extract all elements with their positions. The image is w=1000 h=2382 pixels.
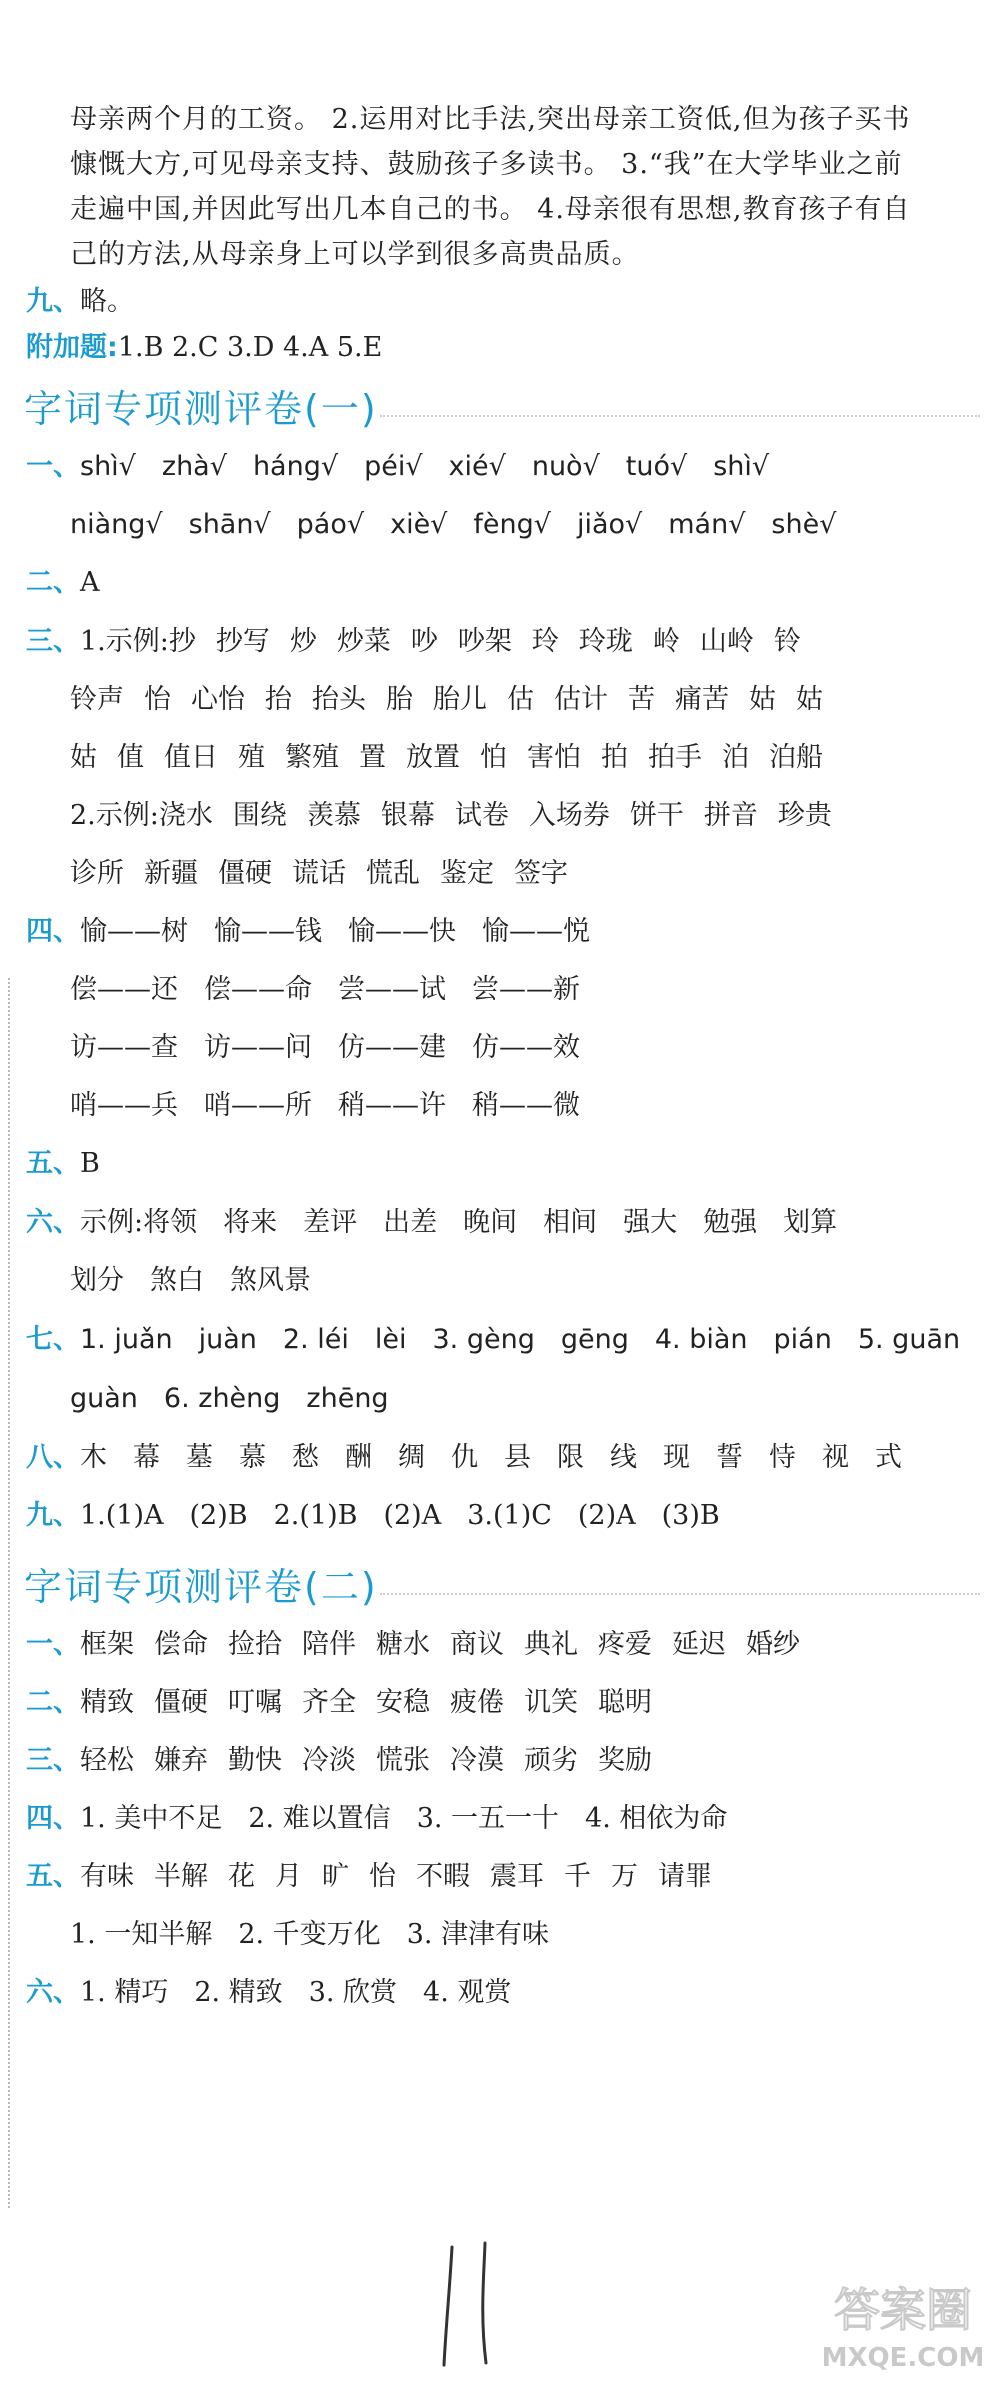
answer-item: 哨——兵	[70, 1090, 178, 1121]
section-label: 九、	[26, 1500, 80, 1531]
item-list	[80, 1977, 537, 2008]
item-list	[70, 1032, 606, 1063]
answer-item: 玲	[531, 626, 559, 657]
t1-s7-row1	[26, 1320, 986, 1360]
section-label: 九、	[26, 286, 80, 317]
item-list	[70, 742, 843, 773]
answer-item: 框架	[80, 1629, 134, 1660]
item-list	[80, 626, 821, 657]
answer-item: 商议	[450, 1629, 504, 1660]
answer-item: 疲倦	[450, 1687, 504, 1718]
answer-item: 哨——所	[204, 1090, 312, 1121]
answer-item: 僵硬	[154, 1687, 208, 1718]
answer-item: 抄写	[215, 626, 270, 657]
answer-item: 1. 精巧	[80, 1977, 169, 2008]
answer-item: 2.示例:浇水	[70, 800, 213, 831]
answer-text: 略。	[80, 286, 134, 317]
intro-line-2: 慷慨大方,可见母亲支持、鼓励孩子多读书。 3.“我”在大学毕业之前	[70, 149, 903, 180]
t2-s4	[26, 1799, 986, 1839]
section-label: 六、	[26, 1977, 80, 2008]
item-list	[70, 1919, 575, 1950]
answer-item: 4. biàn	[654, 1324, 748, 1355]
answer-item: 1. 美中不足	[80, 1803, 223, 1834]
section-label: 四、	[26, 1803, 80, 1834]
answer-item: zhà√	[161, 451, 227, 482]
answer-item: 花	[228, 1861, 255, 1892]
t2-s6	[26, 1973, 986, 2013]
answer-item: 铃声	[70, 684, 124, 715]
t2-s1	[26, 1625, 986, 1665]
answer-item: 疼爱	[598, 1629, 652, 1660]
answer-item: 访——问	[204, 1032, 312, 1063]
answer-item: 饼干	[629, 800, 684, 831]
answer-item: 僵硬	[218, 858, 272, 889]
answer-item: 木	[80, 1442, 107, 1473]
answer-item: 访——查	[70, 1032, 178, 1063]
answer-item: tuó√	[625, 451, 688, 482]
answer-item: 限	[557, 1442, 584, 1473]
t1-s6-row2	[70, 1261, 986, 1301]
answer-item: 苦	[628, 684, 655, 715]
t1-s9	[26, 1496, 986, 1536]
answer-item: 煞白	[150, 1265, 204, 1296]
answer-item: 3.(1)C	[467, 1500, 552, 1531]
answer-item: péi√	[364, 451, 423, 482]
answer-item: 愁	[292, 1442, 319, 1473]
answer-item: páo√	[296, 509, 365, 540]
answer-item: 胎儿	[433, 684, 487, 715]
item-list	[80, 451, 795, 482]
answer-item: 绸	[398, 1442, 425, 1473]
watermark-url: MXQE.COM	[821, 2343, 985, 2373]
section-label: 五、	[26, 1148, 80, 1179]
answer-item: (3)B	[661, 1500, 720, 1531]
answer-item: 县	[504, 1442, 531, 1473]
answer-item: 愉——悦	[482, 916, 590, 947]
intro-line-4: 己的方法,从母亲身上可以学到很多高贵品质。	[70, 239, 640, 270]
answer-item: 勤快	[228, 1745, 282, 1776]
answer-item: 试卷	[454, 800, 509, 831]
answer-item: 万	[611, 1861, 638, 1892]
answer-item: xiè√	[390, 509, 448, 540]
t1-s3-row2	[70, 680, 986, 720]
answer-item: 现	[663, 1442, 690, 1473]
answer-item: 仿——效	[472, 1032, 580, 1063]
answer-item: 玲珑	[578, 626, 633, 657]
answer-item: 幕	[133, 1442, 160, 1473]
answer-item: 延迟	[672, 1629, 726, 1660]
answer-item: 煞风景	[230, 1265, 311, 1296]
answer-item: 铃	[773, 626, 801, 657]
answer-item: 4. 观赏	[423, 1977, 512, 2008]
t1-s5	[26, 1144, 986, 1184]
answer-item: shì√	[713, 451, 770, 482]
answer-item: mán√	[668, 509, 746, 540]
answer-item: 稍——许	[338, 1090, 446, 1121]
answer-item: 陪伴	[302, 1629, 356, 1660]
t1-s2	[26, 563, 986, 603]
answer-item: 泊	[722, 742, 749, 773]
answer-nine	[26, 282, 986, 322]
answer-item: 恃	[769, 1442, 796, 1473]
answer-item: juàn	[198, 1324, 257, 1355]
answer-item: 围绕	[232, 800, 287, 831]
answer-item: 仇	[451, 1442, 478, 1473]
item-list	[70, 1090, 606, 1121]
answer-item: 愉——快	[348, 916, 456, 947]
answer-item: 仿——建	[338, 1032, 446, 1063]
answer-item: 山岭	[699, 626, 754, 657]
answer-item: 繁殖	[285, 742, 339, 773]
section-label: 附加题:	[26, 332, 118, 363]
answer-item: 拍	[601, 742, 628, 773]
answer-item: 糖水	[376, 1629, 430, 1660]
answer-item: nuò√	[531, 451, 600, 482]
answer-item: 线	[610, 1442, 637, 1473]
answer-item: 墓	[186, 1442, 213, 1473]
answer-item: 2. 精致	[194, 1977, 283, 2008]
answer-item: 尝——试	[338, 974, 446, 1005]
item-list	[80, 1803, 753, 1834]
test-1-title: 字词专项测评卷(一)	[24, 387, 378, 431]
answer-item: 勉强	[703, 1207, 758, 1238]
handwritten-mark	[430, 2235, 520, 2375]
answer-item: 偿——命	[204, 974, 312, 1005]
answer-item: (2)B	[189, 1500, 248, 1531]
answer-item: 值	[117, 742, 144, 773]
answer-item: 泊船	[769, 742, 823, 773]
answer-item: 偿——还	[70, 974, 178, 1005]
answer-item: 估	[507, 684, 534, 715]
answer-item: 6. zhèng	[163, 1383, 281, 1414]
answer-item: 胎	[386, 684, 413, 715]
answer-item: 划算	[783, 1207, 838, 1238]
answer-item: 怡	[369, 1861, 396, 1892]
section-label: 七、	[26, 1324, 80, 1355]
answer-item: 讥笑	[524, 1687, 578, 1718]
item-list	[70, 1383, 415, 1414]
answer-item: 精致	[80, 1687, 134, 1718]
answer-item: 誓	[716, 1442, 743, 1473]
answer-item: 差评	[303, 1207, 358, 1238]
answer-item: 聪明	[598, 1687, 652, 1718]
answer-item: 害怕	[527, 742, 581, 773]
answer-item: 拼音	[703, 800, 758, 831]
answer-item: 捡拾	[228, 1629, 282, 1660]
section-label: 四、	[26, 916, 80, 947]
answer-item: 2. 难以置信	[248, 1803, 391, 1834]
answer-text: B	[80, 1148, 100, 1179]
answer-item: shān√	[188, 509, 271, 540]
answer-item: 痛苦	[675, 684, 729, 715]
answer-item: 抬	[265, 684, 292, 715]
answer-item: 鉴定	[440, 858, 494, 889]
item-list	[70, 858, 588, 889]
item-list	[70, 509, 862, 540]
t1-s4-row2	[70, 970, 986, 1010]
intro-line-3: 走遍中国,并因此写出几本自己的书。 4.母亲很有思想,教育孩子有自	[70, 194, 911, 225]
answer-item: 慌乱	[366, 858, 420, 889]
answer-item: 偿命	[154, 1629, 208, 1660]
section-label: 一、	[26, 1629, 80, 1660]
title-rule	[380, 415, 980, 417]
answer-item: 稍——微	[472, 1090, 580, 1121]
section-label: 二、	[26, 1687, 80, 1718]
item-list	[80, 1687, 672, 1718]
answer-item: 轻松	[80, 1745, 134, 1776]
answer-item: 炒菜	[336, 626, 391, 657]
answer-item: 齐全	[302, 1687, 356, 1718]
item-list	[70, 684, 843, 715]
answer-item: 冷漠	[450, 1745, 504, 1776]
answer-item: niàng√	[70, 509, 163, 540]
answer-item: 入场券	[528, 800, 610, 831]
watermark-logo	[808, 2258, 998, 2378]
watermark-title: 答案圈	[834, 2283, 972, 2337]
answer-extra	[26, 328, 986, 368]
section-label: 二、	[26, 567, 80, 598]
section-label: 六、	[26, 1207, 80, 1238]
answer-item: 式	[875, 1442, 902, 1473]
t2-s2	[26, 1683, 986, 1723]
answer-item: 慕	[239, 1442, 266, 1473]
section-label: 五、	[26, 1861, 80, 1892]
intro-line-1: 母亲两个月的工资。 2.运用对比手法,突出母亲工资低,但为孩子买书	[70, 104, 911, 135]
answer-item: 奖励	[598, 1745, 652, 1776]
answer-item: 半解	[154, 1861, 208, 1892]
answer-item: 月	[275, 1861, 302, 1892]
answer-item: pián	[773, 1324, 832, 1355]
answer-item: 2. léi	[282, 1324, 349, 1355]
answer-item: 5. guān	[857, 1324, 961, 1355]
answer-item: 千	[564, 1861, 591, 1892]
answer-item: 岭	[652, 626, 680, 657]
answer-item: (2)A	[577, 1500, 636, 1531]
item-list	[80, 916, 616, 947]
answer-item: 划分	[70, 1265, 124, 1296]
answer-item: 诊所	[70, 858, 124, 889]
answer-item: 殖	[238, 742, 265, 773]
answer-item: 吵架	[457, 626, 512, 657]
answer-item: 估计	[554, 684, 608, 715]
answer-item: 吵	[410, 626, 438, 657]
item-list	[80, 1207, 863, 1238]
answer-item: 1.(1)A	[80, 1500, 164, 1531]
answer-item: 4. 相依为命	[585, 1803, 728, 1834]
answer-item: 姑	[796, 684, 823, 715]
answer-item: 示例:将领	[80, 1207, 198, 1238]
answer-item: 新疆	[144, 858, 198, 889]
answer-item: 怡	[144, 684, 171, 715]
answer-item: 强大	[623, 1207, 678, 1238]
answer-item: (2)A	[383, 1500, 442, 1531]
answer-item: 视	[822, 1442, 849, 1473]
answer-item: 心怡	[191, 684, 245, 715]
t1-s8	[26, 1438, 986, 1478]
answer-item: 冷淡	[302, 1745, 356, 1776]
answer-item: 姑	[749, 684, 776, 715]
answer-item: 羡慕	[306, 800, 361, 831]
answer-item: 晚间	[463, 1207, 518, 1238]
answer-item: 相间	[543, 1207, 598, 1238]
title-rule	[380, 1593, 980, 1595]
t2-s3	[26, 1741, 986, 1781]
answer-item: 怕	[480, 742, 507, 773]
answer-item: 嫌弃	[154, 1745, 208, 1776]
answer-item: 请罪	[658, 1861, 712, 1892]
t1-s3-row3	[70, 738, 986, 778]
answer-item: háng√	[252, 451, 339, 482]
t1-s1-row1	[26, 447, 986, 487]
answer-item: 3. 津津有味	[406, 1919, 550, 1950]
test-2-title: 字词专项测评卷(二)	[24, 1565, 378, 1609]
answer-item: 安稳	[376, 1687, 430, 1718]
answer-item: fèng√	[473, 509, 551, 540]
answer-item: 酬	[345, 1442, 372, 1473]
answer-item: 置	[359, 742, 386, 773]
section-label: 三、	[26, 626, 80, 657]
answer-item: 1. 一知半解	[70, 1919, 213, 1950]
t1-s4-row1	[26, 912, 986, 952]
answer-text: 1.B 2.C 3.D 4.A 5.E	[117, 332, 383, 363]
answer-item: 1.示例:抄	[80, 626, 196, 657]
answer-item: 婚纱	[746, 1629, 800, 1660]
t1-s3-row4	[70, 796, 986, 836]
item-list	[80, 1442, 928, 1473]
answer-item: 抬头	[312, 684, 366, 715]
t1-s6-row1	[26, 1203, 986, 1243]
answer-item: 银幕	[380, 800, 435, 831]
answer-item: 珍贵	[777, 800, 832, 831]
t1-s1-row2	[70, 505, 986, 545]
item-list	[70, 800, 852, 831]
answer-item: 旷	[322, 1861, 349, 1892]
item-list	[70, 1265, 337, 1296]
margin-dotted-rule	[8, 978, 10, 2208]
section-label: 一、	[26, 451, 80, 482]
answer-item: shè√	[771, 509, 837, 540]
answer-item: 2.(1)B	[273, 1500, 358, 1531]
t1-s4-row3	[70, 1028, 986, 1068]
item-list	[80, 1745, 672, 1776]
answer-item: 签字	[514, 858, 568, 889]
t1-s3-row1	[26, 622, 986, 662]
answer-item: 3. 欣赏	[308, 1977, 398, 2008]
answer-item: 3. gèng	[432, 1324, 535, 1355]
answer-item: 2. 千变万化	[238, 1919, 381, 1950]
item-list	[80, 1324, 986, 1355]
answer-item: 震耳	[490, 1861, 544, 1892]
answer-text: A	[80, 567, 100, 598]
answer-item: lèi	[374, 1324, 407, 1355]
answer-item: jiǎo√	[576, 509, 643, 540]
answer-item: guàn	[70, 1383, 138, 1414]
item-list	[80, 1861, 732, 1892]
answer-item: 拍手	[648, 742, 702, 773]
answer-item: 谎话	[292, 858, 346, 889]
answer-item: 愉——树	[80, 916, 188, 947]
answer-item: 放置	[406, 742, 460, 773]
section-label: 三、	[26, 1745, 80, 1776]
answer-item: 出差	[383, 1207, 438, 1238]
answer-item: 有味	[80, 1861, 134, 1892]
answer-item: 值日	[164, 742, 218, 773]
answer-item: 1. juǎn	[80, 1324, 173, 1355]
answer-item: 将来	[223, 1207, 278, 1238]
t1-s4-row4	[70, 1086, 986, 1126]
answer-item: 顽劣	[524, 1745, 578, 1776]
t1-s7-row2	[70, 1379, 986, 1419]
t1-s3-row5	[70, 854, 986, 894]
answer-item: 尝——新	[472, 974, 580, 1005]
answer-item: 慌张	[376, 1745, 430, 1776]
t2-s5-row1	[26, 1857, 986, 1897]
answer-item: 3. 一五一十	[416, 1803, 560, 1834]
t2-s5-row2	[70, 1915, 986, 1955]
answer-item: 典礼	[524, 1629, 578, 1660]
answer-item: zhēng	[306, 1383, 389, 1414]
answer-item: xié√	[448, 451, 506, 482]
answer-item: 不暇	[416, 1861, 470, 1892]
answer-item: 炒	[289, 626, 317, 657]
section-label: 八、	[26, 1442, 80, 1473]
answer-item: 姑	[70, 742, 97, 773]
answer-item: shì√	[80, 451, 136, 482]
item-list	[80, 1629, 820, 1660]
answer-item: gēng	[560, 1324, 629, 1355]
item-list	[70, 974, 606, 1005]
answer-item: 愉——钱	[214, 916, 322, 947]
item-list	[80, 1500, 746, 1531]
answer-item: 叮嘱	[228, 1687, 282, 1718]
